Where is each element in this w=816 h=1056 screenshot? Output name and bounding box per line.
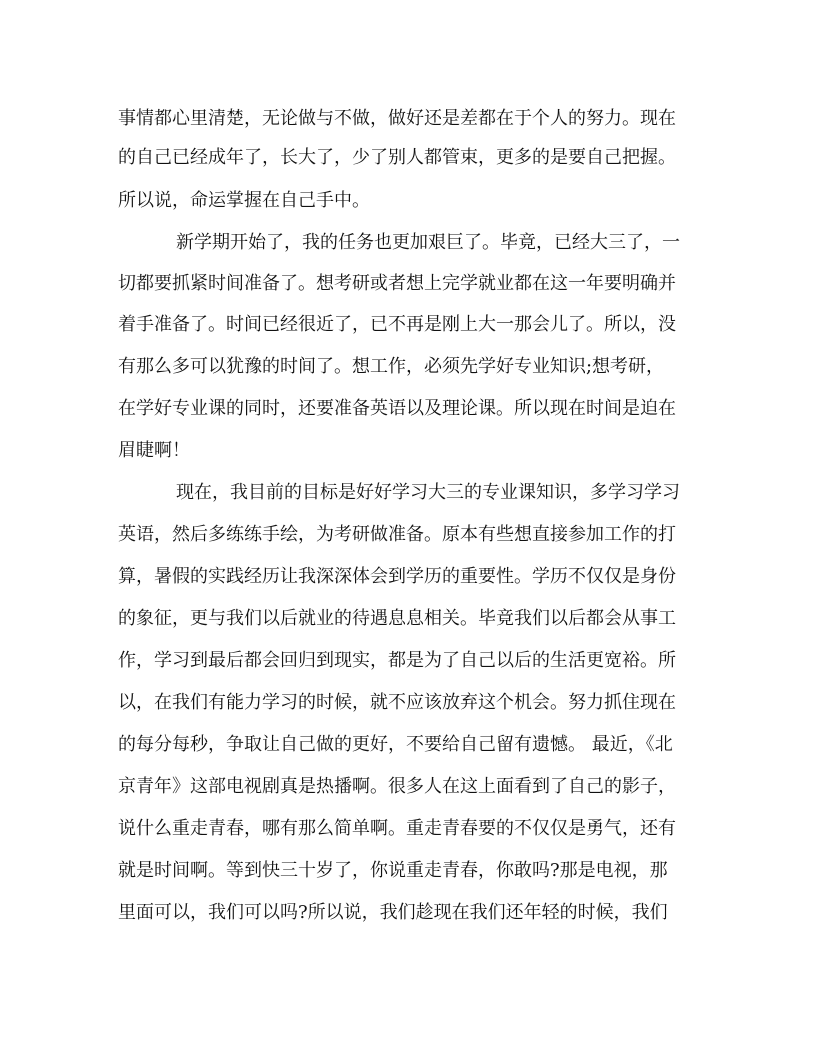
text-line-content: 英语，然后多练练手绘，为考研做准备。原本有些想直接参加工作的打 — [118, 524, 676, 545]
text-line-content: 的自己已经成年了，长大了，少了别人都管束，更多的是要自己把握。 — [118, 147, 676, 168]
text-line-content: 算，暑假的实践经历让我深深体会到学历的重要性。学历不仅仅是身份 — [118, 566, 676, 587]
text-line-content: 切都要抓紧时间准备了。想考研或者想上完学就业都在这一年要明确并 — [118, 273, 676, 294]
text-line-content: 的象征，更与我们以后就业的待遇息息相关。毕竟我们以后都会从事工 — [118, 608, 676, 629]
text-line-content: 就是时间啊。等到快三十岁了，你说重走青春，你敢吗?那是电视，那 — [118, 860, 668, 881]
text-line-content: 里面可以，我们可以吗?所以说，我们趁现在我们还年轻的时候，我们 — [118, 902, 668, 923]
text-line-content: 新学期开始了，我的任务也更加艰巨了。毕竟，已经大三了，一 — [176, 232, 680, 253]
text-line-content: 事情都心里清楚，无论做与不做，做好还是差都在于个人的努力。现在 — [118, 108, 676, 129]
text-line-content: 说什么重走青春，哪有那么简单啊。重走青春要的不仅仅是勇气，还有 — [118, 818, 676, 839]
text-line-content: 京青年》这部电视剧真是热播啊。很多人在这上面看到了自己的影子， — [118, 776, 676, 797]
text-line-content: 现在，我目前的目标是好好学习大三的专业课知识，多学习学习 — [176, 482, 680, 503]
text-line-content: 的每分每秒，争取让自己做的更好，不要给自己留有遗憾。 最近，《北 — [118, 734, 673, 755]
text-line-content: 所以说，命运掌握在自己手中。 — [118, 190, 370, 211]
text-line-content: 以，在我们有能力学习的时候，就不应该放弃这个机会。努力抓住现在 — [118, 692, 676, 713]
text-line-content: 有那么多可以犹豫的时间了。想工作，必须先学好专业知识;想考研， — [118, 356, 665, 377]
text-line-content: 着手准备了。时间已经很近了，已不再是刚上大一那会儿了。所以，没 — [118, 314, 676, 335]
text-line-content: 眉睫啊！ — [118, 440, 190, 461]
text-line-content: 在学好专业课的同时，还要准备英语以及理论课。所以现在时间是迫在 — [118, 398, 676, 419]
text-line-content: 作，学习到最后都会回归到现实，都是为了自己以后的生活更宽裕。所 — [118, 650, 676, 671]
